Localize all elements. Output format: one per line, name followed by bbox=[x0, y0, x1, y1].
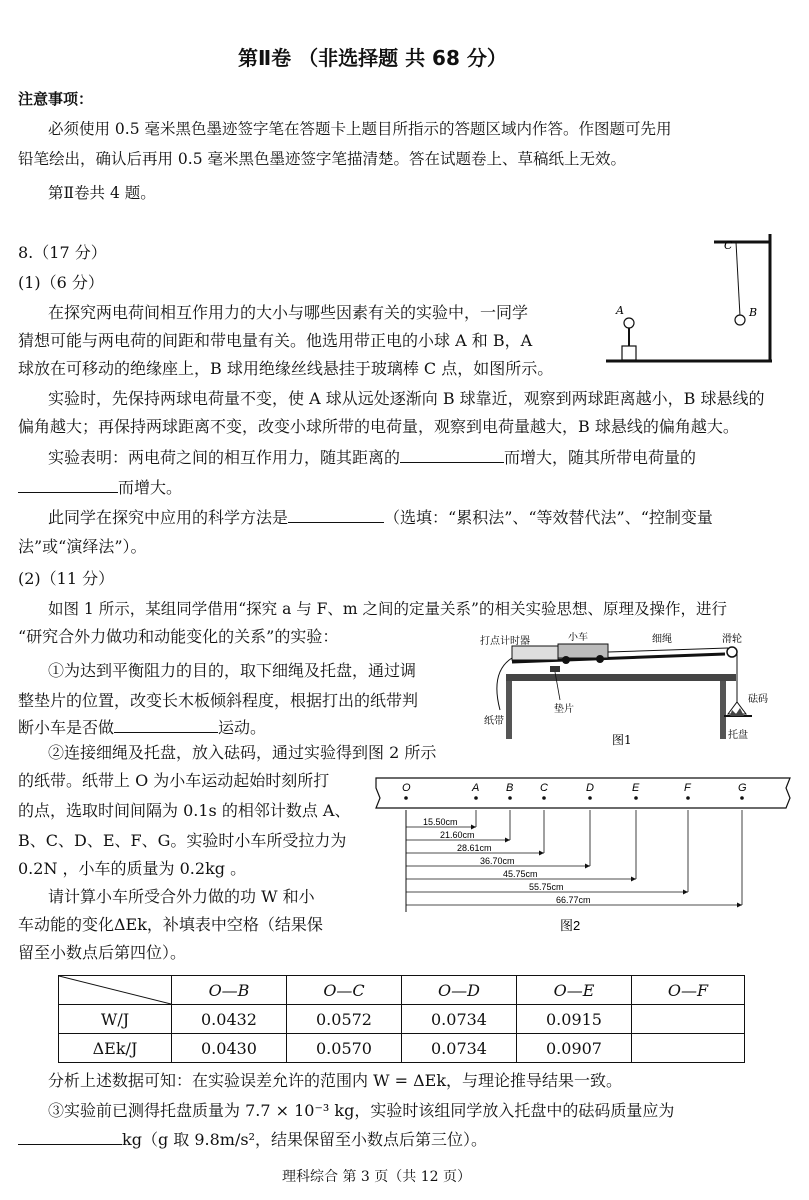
text-segment: 断小车是否做 bbox=[18, 718, 115, 737]
part-1-line: 法”或“演绎法”）。 bbox=[18, 537, 147, 556]
text-segment: （选填：“累积法”、“等效替代法”、“控制变量 bbox=[384, 508, 713, 527]
tape-point-D bbox=[588, 796, 592, 800]
arrow-head bbox=[471, 825, 476, 830]
tape-point-E bbox=[634, 796, 638, 800]
tape-point-G bbox=[740, 796, 744, 800]
part-2-line: 留至小数点后第四位）。 bbox=[18, 943, 187, 962]
text-segment: 实验表明：两电荷之间的相互作用力，随其距离的 bbox=[48, 448, 401, 467]
part-2-line: “研究合外力做功和动能变化的关系”的实验： bbox=[18, 627, 339, 646]
tape-point-label: O bbox=[402, 782, 411, 794]
part-2-line: ③实验前已测得托盘质量为 7.7 × 10⁻³ kg，实验时该组同学放入托盘中的砝码质量应为 bbox=[48, 1101, 675, 1120]
table-cell: 0.0572 bbox=[287, 1005, 402, 1034]
data-table bbox=[58, 975, 745, 1063]
cart-label: 小车 bbox=[568, 632, 588, 643]
analysis-line: 分析上述数据可知：在实验误差允许的范围内 W = ΔEk，与理论推导结果一致。 bbox=[48, 1071, 623, 1090]
table-cell: 0.0432 bbox=[172, 1005, 287, 1034]
table-corner-cell bbox=[59, 976, 172, 1005]
tape-point-label: F bbox=[684, 782, 691, 794]
row-label: ΔEk/J bbox=[59, 1034, 172, 1063]
tray-label: 托盘 bbox=[728, 730, 748, 741]
answer-blank-motion[interactable] bbox=[114, 716, 218, 733]
tape-point-A bbox=[474, 796, 478, 800]
distance-markers bbox=[406, 810, 742, 908]
table-cell: 0.0915 bbox=[517, 1005, 632, 1034]
part-1-line: 猜想可能与两电荷的间距和带电量有关。他选用带正电的小球 A 和 B，A bbox=[18, 331, 533, 350]
arrow-head bbox=[683, 890, 688, 895]
weights-label: 砝码 bbox=[748, 694, 768, 705]
figure-2-tape bbox=[372, 774, 794, 940]
table-row bbox=[59, 1005, 745, 1034]
label-C: C bbox=[724, 239, 733, 252]
table-cell: 0.0570 bbox=[287, 1034, 402, 1063]
part-1-line bbox=[48, 446, 696, 469]
part-2-title: (2)（11 分） bbox=[18, 569, 115, 588]
part-1-line bbox=[48, 506, 713, 529]
table-cell: 0.0734 bbox=[402, 1034, 517, 1063]
table-header: O—B bbox=[172, 976, 287, 1005]
arrow-head bbox=[505, 838, 510, 843]
text-segment: 此同学在探究中应用的科学方法是 bbox=[48, 508, 289, 527]
answer-cell-ek[interactable] bbox=[632, 1034, 745, 1063]
tape-point-C bbox=[542, 796, 546, 800]
table-header: O—D bbox=[402, 976, 517, 1005]
label-B: B bbox=[749, 306, 758, 319]
tape-point-label: B bbox=[506, 782, 514, 794]
answer-cell-w[interactable] bbox=[632, 1005, 745, 1034]
tape-label: 纸带 bbox=[484, 716, 504, 727]
arrow-head bbox=[631, 877, 636, 882]
distance-label: 45.75cm bbox=[503, 869, 538, 879]
figure-2-caption: 图2 bbox=[560, 918, 581, 933]
tape-point-O bbox=[404, 796, 408, 800]
distance-label: 66.77cm bbox=[556, 895, 591, 905]
arrow-head bbox=[737, 903, 742, 908]
table-header: O—F bbox=[632, 976, 745, 1005]
rope-label: 细绳 bbox=[652, 634, 672, 645]
pad-label: 垫片 bbox=[554, 704, 574, 715]
pulley-label: 滑轮 bbox=[722, 634, 742, 645]
answer-blank-distance[interactable] bbox=[400, 446, 504, 463]
part-2-line: ②连接细绳及托盘，放入砝码，通过实验得到图 2 所示 bbox=[48, 743, 437, 762]
table-header-row bbox=[59, 976, 745, 1005]
table-header: O—E bbox=[517, 976, 632, 1005]
page-title: 第Ⅱ卷 （非选择题 共 68 分） bbox=[238, 46, 507, 70]
text-segment: 而增大。 bbox=[118, 478, 183, 497]
part-2-line: B、C、D、E、F、G。实验时小车所受拉力为 bbox=[18, 831, 347, 850]
part-1-title: (1)（6 分） bbox=[18, 273, 104, 292]
part-1-line bbox=[18, 476, 182, 499]
table-cell: 0.0734 bbox=[402, 1005, 517, 1034]
notice-heading: 注意事项： bbox=[18, 90, 94, 108]
table-header: O—C bbox=[287, 976, 402, 1005]
timer-label: 打点计时器 bbox=[480, 636, 530, 647]
part-2-line bbox=[18, 716, 266, 739]
notice-line-3: 第Ⅱ卷共 4 题。 bbox=[48, 184, 156, 202]
table-cell: 0.0907 bbox=[517, 1034, 632, 1063]
tape-point-label: G bbox=[738, 782, 747, 794]
page-footer: 理科综合 第 3 页（共 12 页） bbox=[282, 1169, 471, 1185]
charge-experiment-figure bbox=[606, 232, 786, 364]
part-2-line: 车动能的变化ΔEk，补填表中空格（结果保 bbox=[18, 915, 323, 934]
label-A: A bbox=[616, 304, 624, 317]
answer-blank-charge[interactable] bbox=[18, 476, 118, 493]
tape-point-label: C bbox=[540, 782, 548, 794]
part-2-line: 请计算小车所受合外力做的功 W 和小 bbox=[48, 887, 315, 906]
distance-label: 36.70cm bbox=[480, 856, 515, 866]
question-8-title: 8.（17 分） bbox=[18, 243, 107, 262]
figure-1-caption: 图1 bbox=[612, 733, 632, 747]
tape-point-label: A bbox=[472, 782, 480, 794]
answer-blank-method[interactable] bbox=[288, 506, 384, 523]
tape-point-label: E bbox=[632, 782, 640, 794]
distance-label: 15.50cm bbox=[423, 817, 458, 827]
figure-1-apparatus bbox=[470, 632, 775, 752]
part-2-line: 0.2N ，小车的质量为 0.2kg 。 bbox=[18, 859, 247, 878]
row-label: W/J bbox=[59, 1005, 172, 1034]
part-1-line: 实验时，先保持两球电荷量不变，使 A 球从远处逐渐向 B 球靠近，观察到两球距离越小，B 球悬线的 bbox=[48, 389, 765, 408]
distance-label: 21.60cm bbox=[440, 830, 475, 840]
part-2-line: 的点，选取时间间隔为 0.1s 的相邻计数点 A、 bbox=[18, 801, 351, 820]
part-1-line: 在探究两电荷间相互作用力的大小与哪些因素有关的实验中，一同学 bbox=[48, 303, 529, 322]
text-segment: 运动。 bbox=[218, 718, 267, 737]
part-2-line: 的纸带。纸带上 O 为小车运动起始时刻所打 bbox=[18, 771, 330, 790]
part-2-line bbox=[18, 1128, 487, 1151]
arrow-head bbox=[539, 851, 544, 856]
arrow-head bbox=[585, 864, 590, 869]
part-2-line: 如图 1 所示，某组同学借用“探究 a 与 F、m 之间的定量关系”的相关实验思想、原理及操作，进行 bbox=[48, 600, 727, 618]
part-2-line: 整垫片的位置，改变长木板倾斜程度，根据打出的纸带判 bbox=[18, 691, 419, 710]
part-1-line: 球放在可移动的绝缘座上，B 球用绝缘丝线悬挂于玻璃棒 C 点，如图所示。 bbox=[18, 359, 554, 378]
notice-line-2: 铅笔绘出，确认后再用 0.5 毫米黑色墨迹签字笔描清楚。答在试题卷上、草稿纸上无效。 bbox=[18, 150, 627, 168]
text-segment: 而增大，随其所带电荷量的 bbox=[504, 448, 697, 467]
table-cell: 0.0430 bbox=[172, 1034, 287, 1063]
text-segment: kg（g 取 9.8m/s²，结果保留至小数点后第三位）。 bbox=[122, 1130, 487, 1149]
part-2-line: ①为达到平衡阻力的目的，取下细绳及托盘，通过调 bbox=[48, 661, 417, 680]
distance-label: 55.75cm bbox=[529, 882, 564, 892]
tape-point-F bbox=[686, 796, 690, 800]
tape-point-B bbox=[508, 796, 512, 800]
distance-label: 28.61cm bbox=[457, 843, 492, 853]
table-row bbox=[59, 1034, 745, 1063]
notice-line-1: 必须使用 0.5 毫米黑色墨迹签字笔在答题卡上题目所指示的答题区域内作答。作图题可先用 bbox=[48, 120, 672, 138]
answer-blank-mass[interactable] bbox=[18, 1128, 122, 1145]
tape-point-label: D bbox=[586, 782, 594, 794]
part-1-line: 偏角越大；再保持两球距离不变，改变小球所带的电荷量，观察到电荷量越大，B 球悬线的偏角越大。 bbox=[18, 417, 739, 436]
